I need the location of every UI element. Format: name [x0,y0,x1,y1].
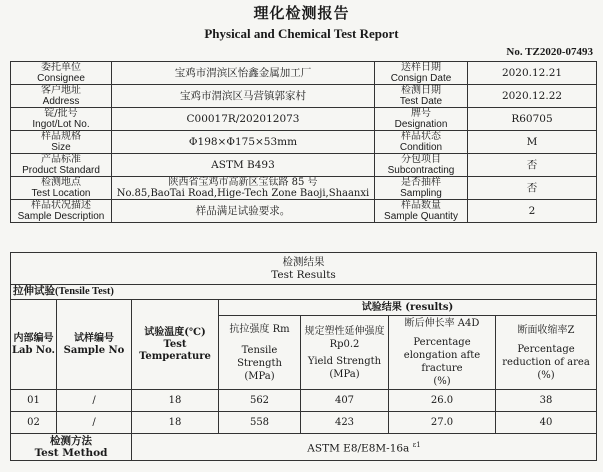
quantity-label: 样品数量 Sample Quantity [375,200,468,223]
col-lab-no: 内部编号 Lab No. [11,300,57,390]
cell-tensile: 558 [219,412,301,434]
test-results-table [10,252,597,461]
test-method-value: ASTM E8/E8M-16a $^{\varepsilon 1}$ [132,434,597,461]
consignee-value: 宝鸡市渭滨区怡鑫金属加工厂 [112,62,375,85]
location-label: 检测地点 Test Location [11,177,112,200]
designation-label: 牌号 Designation [375,108,468,131]
description-value: 样品满足试验要求。 [112,200,375,223]
cell-sample: / [57,412,132,434]
cell-tensile: 562 [219,390,301,412]
cell-area: 38 [496,390,597,412]
sampling-label: 是否抽样 Sampling [375,177,468,200]
info-row-description [11,200,597,223]
info-row-ingot [11,108,597,131]
subcontracting-label: 分包项目 Subcontracting [375,154,468,177]
cell-elongation: 27.0 [389,412,496,434]
test-method-label: 检测方法 Test Method [11,434,132,461]
sampling-value: 否 [468,177,597,200]
location-value: 陕西省宝鸡市高新区宝钛路 85 号 No.85,BaoTai Road,Hige-Tech Zone Baoji,Shaanxi [112,177,375,200]
results-title-en: Test Results [271,268,336,281]
sample-info-table [10,61,597,223]
cell-lab: 02 [11,412,57,434]
size-label: 样品规格 Size [11,131,112,154]
description-label: 样品状况描述 Sample Description [11,200,112,223]
info-row-size [11,131,597,154]
info-row-address [11,85,597,108]
address-label: 客户地址 Address [11,85,112,108]
report-number: No. TZ2020-07493 [506,46,593,58]
subcontracting-value: 否 [468,154,597,177]
results-group-header: 试验结果 (results) [219,300,597,316]
col-reduction-of-area: 断面收缩率Z Percentage reduction of area (%) [496,316,597,390]
info-row-consignee [11,62,597,85]
consign-date-label: 送样日期 Consign Date [375,62,468,85]
tensile-test-title: 拉伸试验(Tensile Test) [11,285,597,300]
col-yield-strength: 规定塑性延伸强度 Rp0.2 Yield Strength (MPa) [301,316,389,390]
cell-elongation: 26.0 [389,390,496,412]
info-row-standard [11,154,597,177]
address-value: 宝鸡市渭滨区马营镇郭家村 [112,85,375,108]
quantity-value: 2 [468,200,597,223]
condition-value: M [468,131,597,154]
consign-date-value: 2020.12.21 [468,62,597,85]
standard-value: ASTM B493 [112,154,375,177]
col-test-temperature: 试验温度(℃) Test Temperature [132,300,219,390]
report-title-en: Physical and Chemical Test Report [204,26,399,41]
table-row [11,390,597,412]
col-sample-no: 试样编号 Sample No [57,300,132,390]
ingot-label: 锭/批号 Ingot/Lot No. [11,108,112,131]
info-row-location [11,177,597,200]
cell-yield: 423 [301,412,389,434]
cell-sample: / [57,390,132,412]
report-title-cn: 理化检测报告 [253,4,350,22]
results-title [11,253,597,285]
cell-temp: 18 [132,390,219,412]
cell-yield: 407 [301,390,389,412]
test-date-value: 2020.12.22 [468,85,597,108]
col-tensile-strength: 抗拉强度 Rm Tensile Strength (MPa) [219,316,301,390]
table-row [11,412,597,434]
designation-value: R60705 [468,108,597,131]
cell-lab: 01 [11,390,57,412]
col-elongation: 断后伸长率 A4D Percentage elongation afte fracture (%) [389,316,496,390]
standard-label: 产品标准 Product Standard [11,154,112,177]
consignee-label: 委托单位 Consignee [11,62,112,85]
cell-area: 40 [496,412,597,434]
results-title-cn: 检测结果 [282,255,325,268]
cell-temp: 18 [132,412,219,434]
test-date-label: 检测日期 Test Date [375,85,468,108]
condition-label: 样品状态 Condition [375,131,468,154]
ingot-value: C00017R/202012073 [112,108,375,131]
size-value: Φ198×Φ175×53mm [112,131,375,154]
